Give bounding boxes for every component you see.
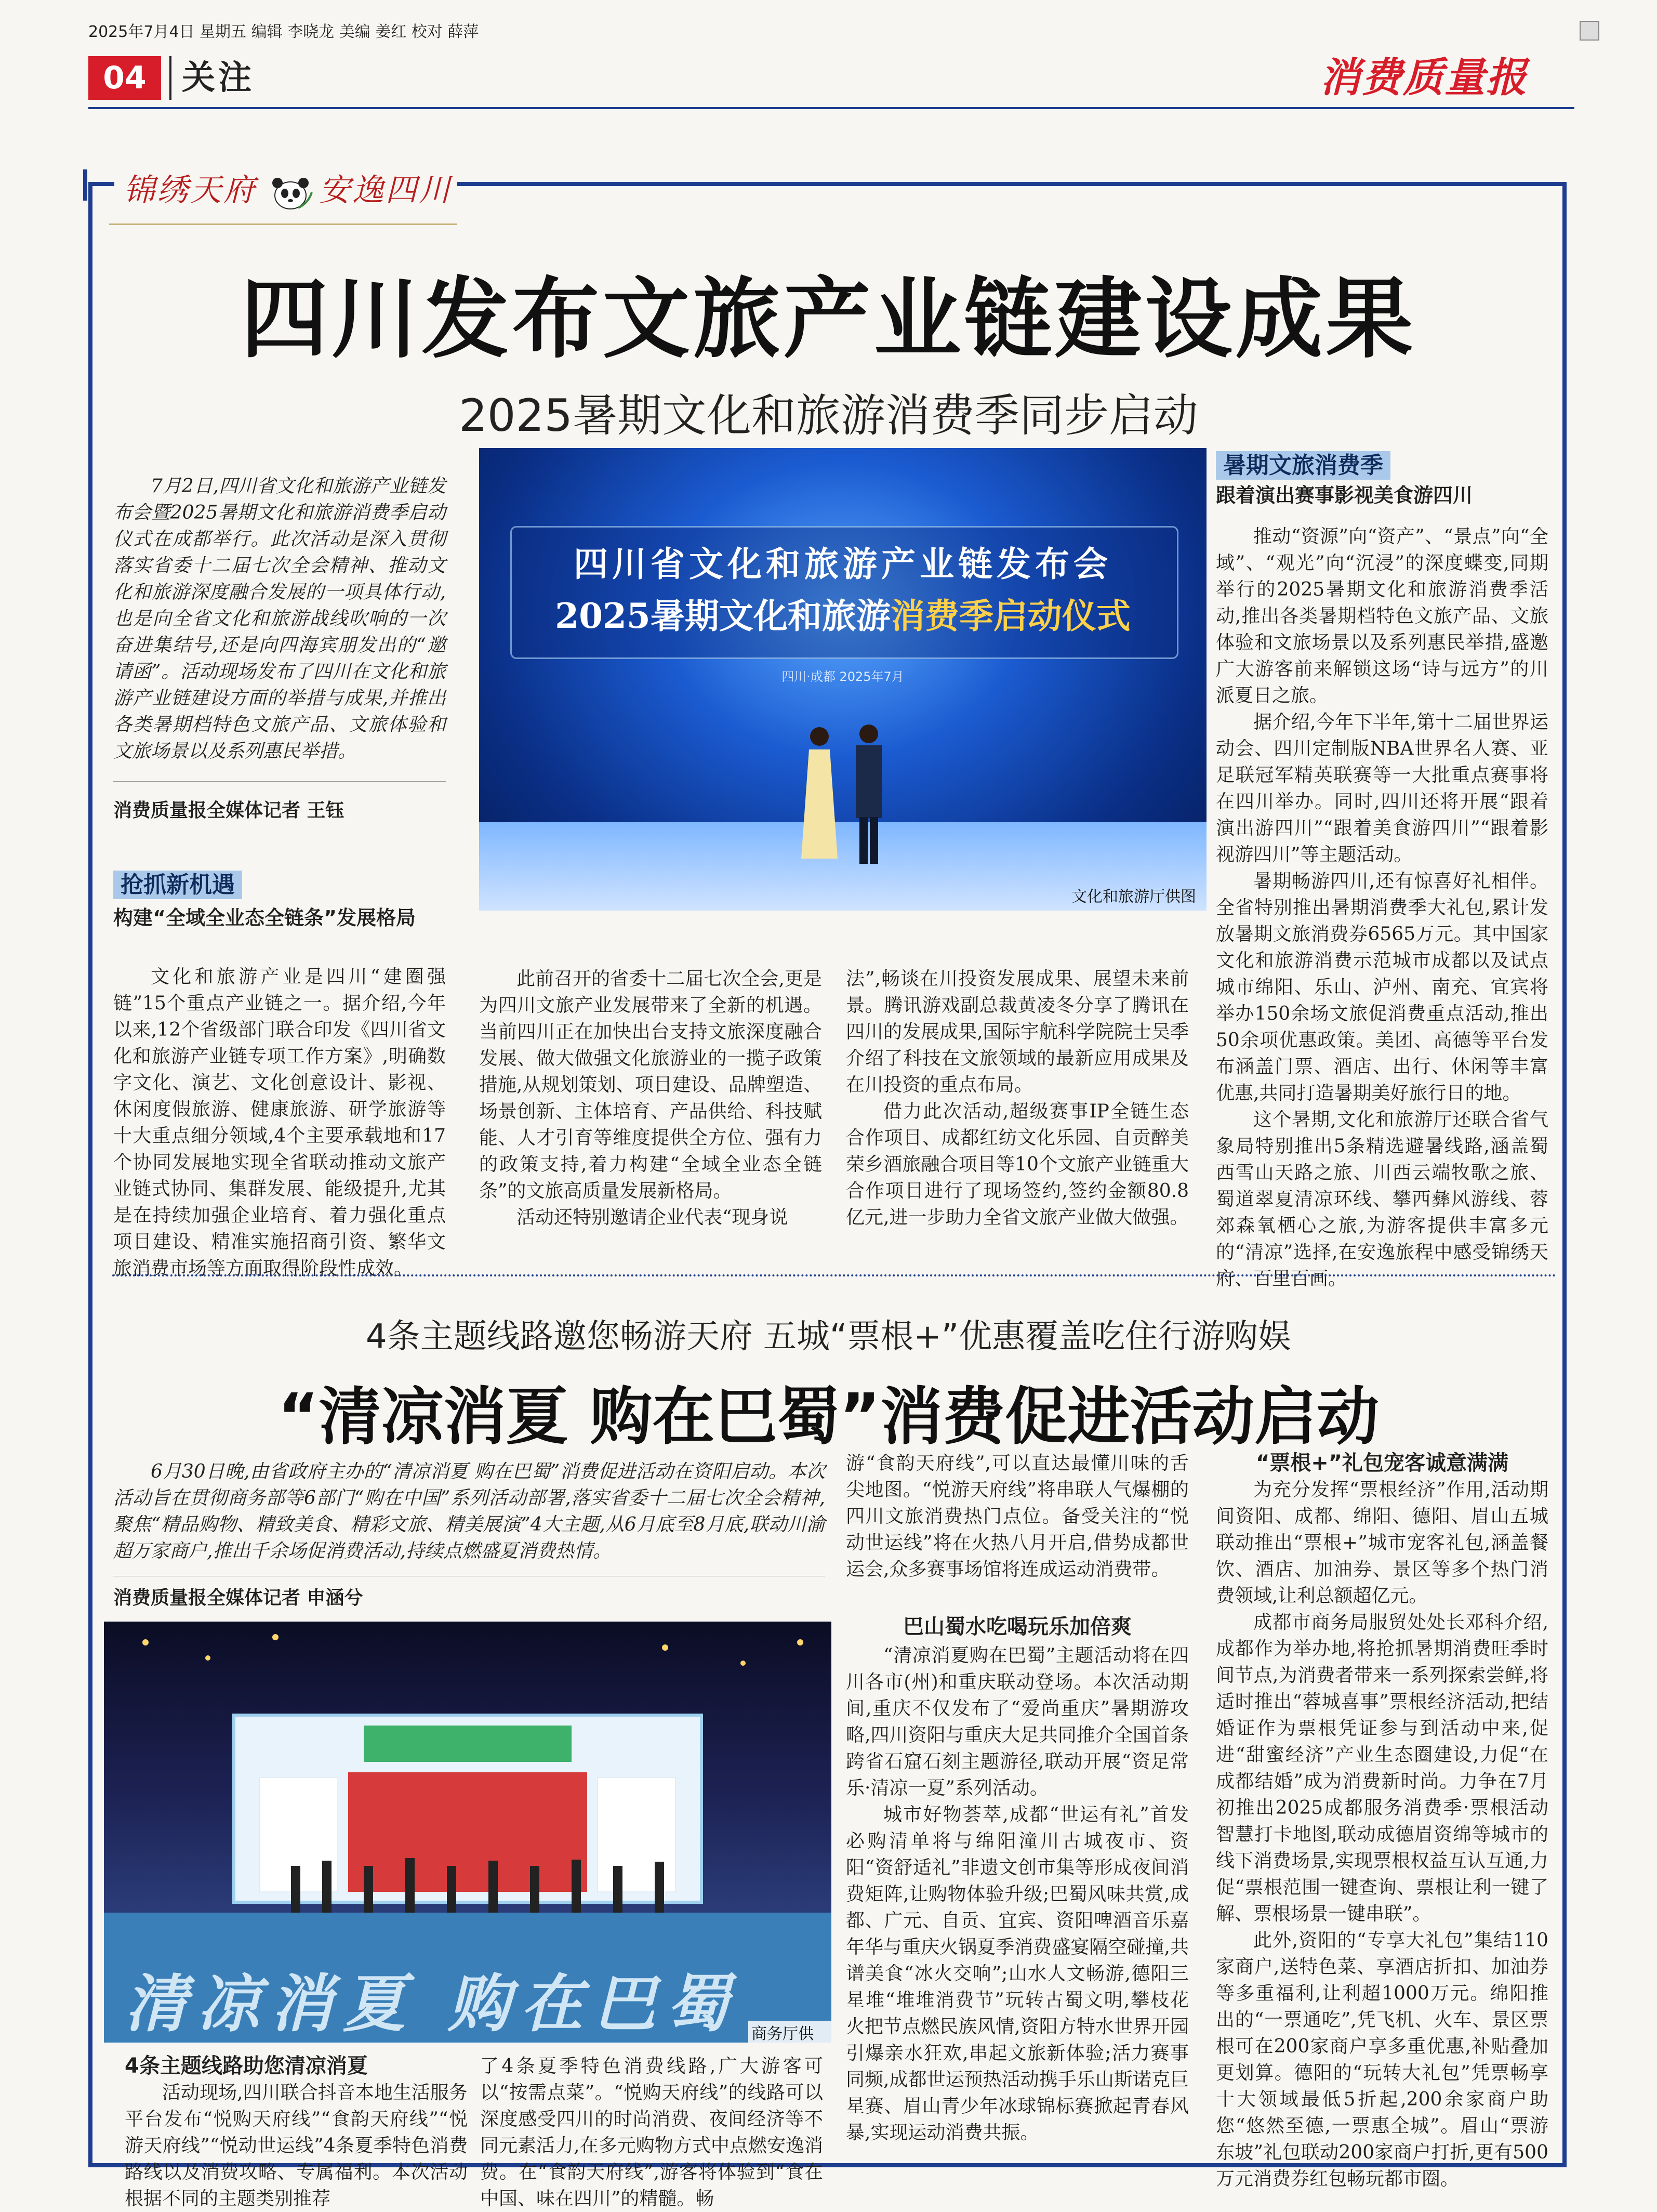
story2-column-2	[480, 2053, 823, 2212]
section-subhead: 4条主题线路助您清凉消夏	[125, 2054, 368, 2078]
story2-column-3	[846, 1450, 1189, 2146]
lead-paragraph: 7月2日,四川省文化和旅游产业链发布会暨2025暑期文化和旅游消费季启动仪式在成都举行。此次活动是深入贯彻落实省委十二届七次全会精神、推动文化和旅游深度融合发展的一项具体行动,也是向全省文化和旅游战线吹响的一次奋进集结号,还是向四海宾朋发出的“邀请函”。活动现场发布了四川在文化和旅游产业链建设方面的举措与成果,并推出各类暑期档特色文旅产品、文旅体验和文旅场景以及系列惠民举措。	[113, 476, 446, 762]
body-paragraph: 成都市商务局服贸处处长邓科介绍,成都作为举办地,将抢抓暑期消费旺季时间节点,为消费者带来一系列探索尝鲜,将适时推出“蓉城喜事”票根经济活动,把结婚证作为票根凭证参与到活动中来,促进“甜蜜经济”产业生态圈建设,力促“在成都结婚”成为消费新时尚。力争在7月初推出2025成都服务消费季·票根活动智慧打卡地图,联动成德眉资绵等城市的线下消费场景,实现票根权益互认互通,力促“票根范围一键查询、票根让利一键了解、票根场景一键串联”。	[1216, 1612, 1548, 1925]
screen-title-line1: 四川省文化和旅游产业链发布会	[574, 544, 1112, 584]
story2-headline: “清凉消夏 购在巴蜀”消费促进活动启动	[277, 1381, 1380, 1453]
launch-event-photo	[479, 448, 1207, 911]
body-paragraph: 了4条夏季特色消费线路,广大游客可以“按需点菜”。“悦购天府线”的线路可以深度感受四川的时尚消费、夜间经济等不同元素活力,在多元购物方式中点燃安逸消费。在“食韵天府线”,游客将体验到“食在中国、味在四川”的精髓。畅	[480, 2056, 823, 2209]
section-subhead: 跟着演出赛事影视美食游四川	[1216, 484, 1473, 507]
section-title: 关注	[182, 58, 255, 97]
story-divider	[112, 1274, 1557, 1276]
panda-icon	[267, 172, 314, 213]
body-paragraph: 城市好物荟萃,成都“世运有礼”首发必购清单将与绵阳潼川古城夜市、资阳“资舒适礼”非遗文创市集等形成夜间消费矩阵,让购物体验升级;巴蜀风味共赏,成都、广元、自贡、宜宾、资阳啤酒音乐嘉年华与重庆火锅夏季消费盛宴隔空碰撞,共谱美食“冰火交响”;山水人文畅游,德阳三星堆“堆堆消费节”玩转古蜀文明,攀枝花火把节点燃民族风情,资阳方特水世界开园引爆亲水狂欢,串起文旅新体验;活力赛事同频,成都世运预热活动携手乐山斯诺克巨星赛、眉山青少年冰球锦标赛掀起青春风暴,实现运动消费共振。	[846, 1804, 1189, 2143]
body-paragraph: 为充分发挥“票根经济”作用,活动期间资阳、成都、绵阳、德阳、眉山五城联动推出“票根+”城市宠客礼包,涵盖餐饮、酒店、加油券、景区等多个热门消费领域,让利总额超亿元。	[1216, 1479, 1548, 1607]
frame-corner	[83, 169, 106, 201]
section-subhead: 构建“全域全业态全链条”发展格局	[113, 906, 416, 929]
story2-subheadline: 4条主题线路邀您畅游天府 五城“票根+”优惠覆盖吃住行游购娱	[366, 1318, 1291, 1356]
masthead-divider	[169, 56, 171, 100]
body-paragraph: 此外,资阳的“专享大礼包”集结110家商户,送特色菜、享酒店折扣、加油券等多重福利,让利超1000万元。绵阳推出的“一票通吃”,凭飞机、火车、景区票根可在200家商户享多重优惠,补贴叠加更划算。德阳的“玩转大礼包”凭票畅享十大领域最低5折起,200余家商户助您“悠然至德,一票惠全城”。眉山“票游东坡”礼包联动200家商户打折,更有500万元消费券红包畅玩都市圈。	[1216, 1930, 1548, 2190]
consumption-event-photo	[104, 1622, 831, 2043]
body-column-2	[479, 966, 822, 1231]
body-paragraph: “清凉消夏购在巴蜀”主题活动将在四川各市(州)和重庆联动登场。本次活动期间,重庆不仅发布了“爱尚重庆”暑期游攻略,四川资阳与重庆大足共同推介全国首条跨省石窟石刻主题游径,联动开展“资足常乐·清凉一夏”系列活动。	[846, 1645, 1189, 1799]
story2-column-4	[1216, 1450, 1548, 2192]
screen-title-line3: 四川·成都 2025年7月	[781, 669, 904, 684]
story2-column-1	[125, 2053, 468, 2212]
banner-underline	[109, 223, 457, 225]
body-paragraph: 此前召开的省委十二届七次全会,更是为四川文旅产业发展带来了全新的机遇。当前四川正在加快出台支持文旅深度融合发展、做大做强文化旅游业的一揽子政策措施,从规划策划、项目建设、品牌塑造、场景创新、主体培育、产品供给、科技赋能、人才引育等维度提供全方位、强有力的政策支持,着力构建“全域全业态全链条”的文旅高质量发展新格局。	[479, 968, 822, 1202]
photo-credit: 商务厅供	[748, 2021, 831, 2043]
qr-code-icon	[1580, 21, 1599, 41]
headline: 四川发布文旅产业链建设成果	[241, 268, 1416, 370]
story2-lead: 6月30日晚,由省政府主办的“清凉消夏 购在巴蜀”消费促进活动在资阳启动。本次活动旨在贯彻商务部等6部门“购在中国”系列活动部署,落实省委十二届七次全会精神,聚焦“精品购物、精致美食、精彩文旅、精美展演”4大主题,从6月底至8月底,联动川渝超万家商户,推出千余场促消费活动,持续点燃盛夏消费热情。	[113, 1461, 825, 1562]
story2-byline: 消费质量报全媒体记者 申涵兮	[113, 1587, 363, 1609]
byline-rule	[113, 781, 446, 782]
stage-floor-text: 清凉消夏 购在巴蜀	[125, 1968, 739, 2040]
lead-column	[113, 473, 446, 1282]
body-paragraph: 活动现场,四川联合抖音本地生活服务平台发布“悦购天府线”“食韵天府线”“悦游天府线”“悦动世运线”4条夏季特色消费路线以及消费攻略、专属福利。本次活动根据不同的主题类别推荐	[125, 2082, 468, 2209]
newspaper-logo: 消费质量报	[1320, 55, 1528, 101]
body-paragraph: 游“食韵天府线”,可以直达最懂川味的舌尖地图。“悦游天府线”将串联人气爆棚的四川文旅消费热门点位。备受关注的“悦动世运线”将在火热八月开启,借势成都世运会,众多赛事场馆将连成运动消费带。	[846, 1453, 1189, 1580]
body-column-3	[846, 966, 1189, 1231]
screen-title-line2a: 2025暑期文化和旅游	[555, 596, 891, 636]
story2-lead-block	[113, 1458, 825, 1611]
section-tag: 暑期文旅消费季	[1216, 451, 1390, 480]
screen-title-line2	[479, 588, 1207, 638]
date-editor-line: 2025年7月4日 星期五 编辑 李晓龙 美编 姜红 校对 薛萍	[88, 23, 479, 41]
section-tag: 抢抓新机遇	[113, 871, 242, 899]
byline: 消费质量报全媒体记者 王钰	[113, 800, 344, 821]
body-paragraph: 推动“资源”向“资产”、“景点”向“全域”、“观光”向“沉浸”的深度蝶变,同期举行的2025暑期文化和旅游消费季活动,推出各类暑期档特色文旅产品、文旅体验和文旅场景以及系列惠民举措,盛邀广大游客前来解锁这场“诗与远方”的川派夏日之旅。	[1216, 526, 1548, 706]
body-paragraph: 据介绍,今年下半年,第十二届世界运动会、四川定制版NBA世界名人赛、亚足联冠军精英联赛等一大批重点赛事将在四川举办。同时,四川还将开展“跟着演出游四川”“跟着美食游四川”“跟着影视游四川”等主题活动。	[1216, 712, 1548, 865]
body-paragraph: 活动还特别邀请企业代表“现身说	[516, 1207, 788, 1228]
body-column-4	[1216, 451, 1548, 1292]
body-paragraph: 文化和旅游产业是四川“建圈强链”15个重点产业链之一。据介绍,今年以来,12个省级部门联合印发《四川省文化和旅游产业链专项工作方案》,明确数字文化、演艺、文化创意设计、影视、休闲度假旅游、健康旅游、研学旅游等十大重点细分领域,4个主要承载地和17个协同发展地实现全省联动推动文旅产业链式协同、集群发展、能级提升,尤其是在持续加强企业培育、着力强化重点项目建设、精准实施招商引资、繁华文旅消费市场等方面取得阶段性成效。	[113, 966, 446, 1279]
page-number: 04	[88, 56, 161, 100]
masthead-rule	[88, 107, 1574, 109]
photo-credit: 文化和旅游厅供图	[1071, 888, 1196, 906]
section-subhead: 巴山蜀水吃喝玩乐加倍爽	[903, 1615, 1132, 1639]
screen-title-line2b: 消费季启动仪式	[890, 596, 1131, 636]
body-paragraph: 借力此次活动,超级赛事IP全链生态合作项目、成都红纺文化乐园、自贡醉美荣乡酒旅融合项目等10个文旅产业链重大合作项目进行了现场签约,签约金额80.8亿元,进一步助力全省文旅产业做大做强。	[846, 1101, 1189, 1228]
hosts-figure	[791, 718, 895, 874]
subheadline: 2025暑期文化和旅游消费季同步启动	[459, 390, 1198, 442]
body-paragraph: 这个暑期,文化和旅游厅还联合省气象局特别推出5条精选避暑线路,涵盖蜀西雪山天路之旅、川西云端牧歌之旅、蜀道翠夏清凉环线、攀西彝风游线、蓉郊森氧栖心之旅,为游客提供丰富多元的“清凉”选择,在安逸旅程中感受锦绣天府、百里百画。	[1216, 1109, 1548, 1289]
banner-right-text: 安逸四川	[319, 172, 452, 208]
body-paragraph: 法”,畅谈在川投资发展成果、展望未来前景。腾讯游戏副总裁黄凌冬分享了腾讯在四川的发展成果,国际宇航科学院院士吴季介绍了科技在文旅领域的最新应用成果及在川投资的重点布局。	[846, 968, 1189, 1096]
banner-left-text: 锦绣天府	[124, 172, 257, 208]
section-subhead: “票根+”礼包宠客诚意满满	[1255, 1451, 1509, 1475]
body-paragraph: 暑期畅游四川,还有惊喜好礼相伴。全省特别推出暑期消费季大礼包,累计发放暑期文旅消费券6565万元。其中国家文化和旅游消费示范城市成都以及试点城市绵阳、乐山、泸州、南充、宜宾将举办150余场文旅促消费重点活动,推出50余项优惠政策。美团、高德等平台发布涵盖门票、酒店、出行、休闲等丰富优惠,共同打造暑期美好旅行日的地。	[1216, 871, 1548, 1104]
